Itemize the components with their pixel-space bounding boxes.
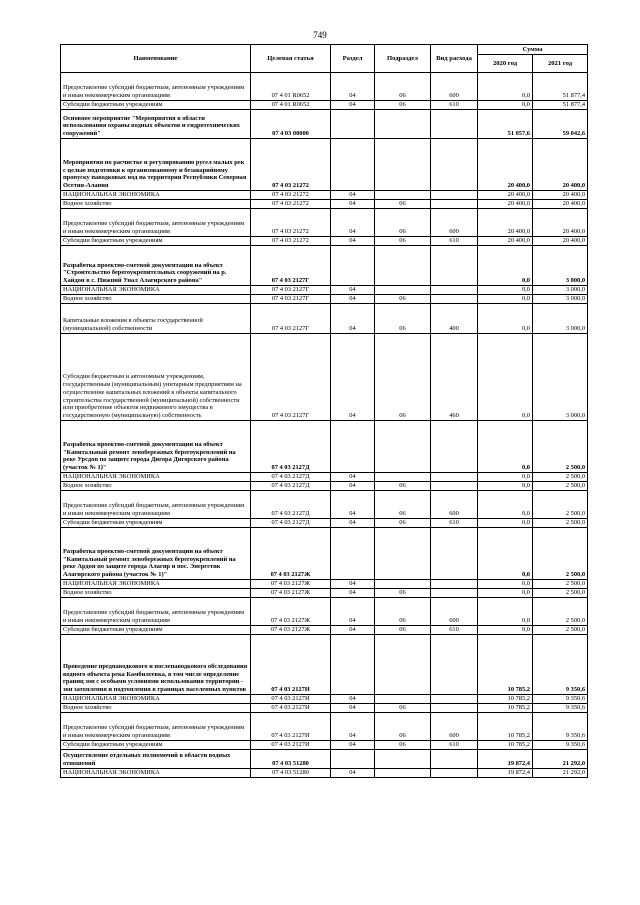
row-section-cell: 04 (331, 491, 375, 519)
table-row (61, 741, 588, 750)
row-section-cell: 04 (331, 73, 375, 101)
row-2020-value: 0,0 (478, 491, 533, 519)
row-section-cell (331, 635, 375, 695)
row-target-cell: 07 4 03 2127Г (251, 246, 331, 286)
row-subsection-cell: 06 (375, 491, 431, 519)
row-expense-type-cell: 600 (431, 73, 478, 101)
row-section-cell: 04 (331, 589, 375, 598)
row-expense-type-cell: 600 (431, 598, 478, 626)
row-section-cell (331, 246, 375, 286)
row-expense-type-cell (431, 295, 478, 304)
row-expense-type-cell: 600 (431, 491, 478, 519)
row-2020-value: 20 400,0 (478, 191, 533, 200)
row-subsection-cell (375, 580, 431, 589)
row-name-cell: Основное мероприятие "Мероприятия в области использования охраны водных объектов и гидротехнических сооружений" (61, 110, 251, 139)
table-row (61, 769, 588, 778)
row-section-cell: 04 (331, 237, 375, 246)
row-target-cell: 07 4 03 51280 (251, 750, 331, 769)
row-expense-type-cell (431, 286, 478, 295)
row-name-cell: Разработка проектно-сметной документации на объект "Строительство берегоукрепительных сооружений на р. Хайдон в с. Нижний Унал Алагирского района" (61, 246, 251, 286)
row-target-cell: 07 4 03 2127Д (251, 519, 331, 528)
row-expense-type-cell (431, 191, 478, 200)
row-expense-type-cell (431, 246, 478, 286)
row-name-cell: Предоставление субсидий бюджетным, автономным учреждениям и иным некоммерческим организациям (61, 491, 251, 519)
row-2020-value: 19 872,4 (478, 769, 533, 778)
row-2020-value: 19 872,4 (478, 750, 533, 769)
table-row (61, 528, 588, 580)
row-2021-value: 3 000,0 (533, 295, 588, 304)
row-2020-value: 0,0 (478, 589, 533, 598)
row-section-cell: 04 (331, 598, 375, 626)
row-subsection-cell (375, 421, 431, 473)
row-2021-value: 9 350,6 (533, 741, 588, 750)
row-name-cell: Капитальные вложения в объекты государственной (муниципальной) собственности (61, 304, 251, 334)
row-expense-type-cell (431, 635, 478, 695)
row-target-cell: 07 4 03 2127Г (251, 304, 331, 334)
row-2020-value: 0,0 (478, 482, 533, 491)
row-section-cell: 04 (331, 704, 375, 713)
table-row (61, 191, 588, 200)
row-section-cell: 04 (331, 304, 375, 334)
row-2020-value: 0,0 (478, 473, 533, 482)
row-section-cell: 04 (331, 626, 375, 635)
row-2021-value: 2 500,0 (533, 473, 588, 482)
row-target-cell: 07 4 03 00000 (251, 110, 331, 139)
row-name-cell: Водное хозяйство (61, 589, 251, 598)
row-expense-type-cell (431, 750, 478, 769)
row-name-cell: НАЦИОНАЛЬНАЯ ЭКОНОМИКА (61, 191, 251, 200)
row-2021-value: 2 500,0 (533, 519, 588, 528)
row-expense-type-cell: 600 (431, 209, 478, 237)
row-section-cell: 04 (331, 695, 375, 704)
row-target-cell: 07 4 01 R0652 (251, 101, 331, 110)
row-name-cell: Субсидии бюджетным учреждениям (61, 626, 251, 635)
row-name-cell: Разработка проектно-сметной документации на объект "Капитальный ремонт левобережных берегоукреплений на реке Ардон по защите города Алагир и пос. Энергетик Алагирского района (участок № 1)" (61, 528, 251, 580)
row-section-cell: 04 (331, 200, 375, 209)
row-name-cell: НАЦИОНАЛЬНАЯ ЭКОНОМИКА (61, 769, 251, 778)
row-2020-value: 20 400,0 (478, 200, 533, 209)
table-row (61, 209, 588, 237)
row-name-cell: Субсидии бюджетным учреждениям (61, 519, 251, 528)
table-row (61, 237, 588, 246)
row-2021-value: 2 500,0 (533, 421, 588, 473)
row-section-cell: 04 (331, 741, 375, 750)
table-row (61, 334, 588, 421)
row-section-cell: 04 (331, 769, 375, 778)
row-name-cell: Проведение предпаводкового и послепаводкового обследования водного объекта река Камбилеевка, в том числе определение границ зон с особыми условиями использования территории - зон затопления и подтопления в границах населенных пунктов (61, 635, 251, 695)
row-subsection-cell: 06 (375, 73, 431, 101)
table-row (61, 101, 588, 110)
row-section-cell: 04 (331, 713, 375, 741)
row-target-cell: 07 4 03 2127Г (251, 334, 331, 421)
row-name-cell: Водное хозяйство (61, 295, 251, 304)
header-2021: 2021 год (533, 55, 588, 73)
row-subsection-cell: 06 (375, 295, 431, 304)
row-subsection-cell: 06 (375, 519, 431, 528)
row-subsection-cell: 06 (375, 589, 431, 598)
row-target-cell: 07 4 03 21272 (251, 191, 331, 200)
row-section-cell (331, 110, 375, 139)
row-target-cell: 07 4 03 2127Ж (251, 580, 331, 589)
row-subsection-cell (375, 246, 431, 286)
row-2021-value: 2 500,0 (533, 626, 588, 635)
row-expense-type-cell (431, 769, 478, 778)
row-name-cell: Субсидии бюджетным учреждениям (61, 101, 251, 110)
row-section-cell: 04 (331, 519, 375, 528)
row-2020-value: 0,0 (478, 101, 533, 110)
row-subsection-cell: 06 (375, 334, 431, 421)
row-2021-value: 59 042,6 (533, 110, 588, 139)
row-2021-value: 20 400,0 (533, 191, 588, 200)
header-row (61, 45, 588, 55)
row-name-cell: Субсидии бюджетным учреждениям (61, 237, 251, 246)
row-name-cell: Водное хозяйство (61, 482, 251, 491)
row-2021-value: 2 500,0 (533, 589, 588, 598)
row-section-cell: 04 (331, 295, 375, 304)
row-subsection-cell: 06 (375, 304, 431, 334)
row-2020-value: 0,0 (478, 421, 533, 473)
row-name-cell: НАЦИОНАЛЬНАЯ ЭКОНОМИКА (61, 580, 251, 589)
row-target-cell: 07 4 03 2127И (251, 713, 331, 741)
table-row (61, 750, 588, 769)
row-target-cell: 07 4 03 2127И (251, 741, 331, 750)
table-row (61, 598, 588, 626)
header-sum: Сумма (478, 45, 588, 55)
row-2020-value: 0,0 (478, 528, 533, 580)
row-subsection-cell (375, 695, 431, 704)
row-expense-type-cell (431, 139, 478, 191)
row-expense-type-cell (431, 580, 478, 589)
row-expense-type-cell: 610 (431, 519, 478, 528)
row-section-cell: 04 (331, 209, 375, 237)
row-subsection-cell: 06 (375, 200, 431, 209)
row-expense-type-cell (431, 695, 478, 704)
row-expense-type-cell (431, 421, 478, 473)
row-expense-type-cell: 610 (431, 741, 478, 750)
row-target-cell: 07 4 03 21272 (251, 200, 331, 209)
row-2020-value: 20 400,0 (478, 209, 533, 237)
row-section-cell: 04 (331, 101, 375, 110)
table-row (61, 139, 588, 191)
row-2020-value: 10 785,2 (478, 704, 533, 713)
row-section-cell (331, 750, 375, 769)
row-subsection-cell: 06 (375, 741, 431, 750)
row-2021-value: 3 000,0 (533, 286, 588, 295)
row-2020-value: 10 785,2 (478, 695, 533, 704)
row-2020-value: 10 785,2 (478, 741, 533, 750)
row-expense-type-cell: 600 (431, 713, 478, 741)
row-subsection-cell: 06 (375, 482, 431, 491)
row-target-cell: 07 4 03 21272 (251, 209, 331, 237)
row-name-cell: Водное хозяйство (61, 200, 251, 209)
row-2021-value: 9 350,6 (533, 635, 588, 695)
row-expense-type-cell: 400 (431, 304, 478, 334)
row-2020-value: 0,0 (478, 286, 533, 295)
row-expense-type-cell: 610 (431, 237, 478, 246)
row-subsection-cell (375, 110, 431, 139)
row-section-cell: 04 (331, 334, 375, 421)
row-expense-type-cell: 610 (431, 626, 478, 635)
row-2020-value: 0,0 (478, 295, 533, 304)
table-row (61, 580, 588, 589)
row-2021-value: 3 000,0 (533, 246, 588, 286)
table-row (61, 482, 588, 491)
row-expense-type-cell: 460 (431, 334, 478, 421)
row-2021-value: 21 292,0 (533, 750, 588, 769)
row-subsection-cell: 06 (375, 713, 431, 741)
row-name-cell: Разработка проектно-сметной документации на объект "Капитальный ремонт левобережных берегоукреплений на реке Урсдон по защите города Дигора Дигорского района (участок № 1)" (61, 421, 251, 473)
row-target-cell: 07 4 03 51280 (251, 769, 331, 778)
table-row (61, 421, 588, 473)
row-2021-value: 3 000,0 (533, 304, 588, 334)
row-target-cell: 07 4 03 2127И (251, 635, 331, 695)
row-2020-value: 0,0 (478, 73, 533, 101)
row-subsection-cell: 06 (375, 209, 431, 237)
row-name-cell: Мероприятия по расчистке и регулированию русел малых рек с целью подготовки к организованному и безаварийному пропуску паводковых вод на территории Республики Северная Осетия-Алания (61, 139, 251, 191)
row-section-cell: 04 (331, 580, 375, 589)
page-number: 749 (313, 30, 327, 40)
row-target-cell: 07 4 03 2127Ж (251, 598, 331, 626)
row-target-cell: 07 4 03 2127И (251, 704, 331, 713)
row-target-cell: 07 4 03 21272 (251, 139, 331, 191)
row-subsection-cell: 06 (375, 598, 431, 626)
row-2021-value: 20 400,0 (533, 237, 588, 246)
row-subsection-cell (375, 286, 431, 295)
table-row (61, 110, 588, 139)
row-name-cell: Субсидии бюджетным учреждениям (61, 741, 251, 750)
row-subsection-cell (375, 769, 431, 778)
row-name-cell: Осуществление отдельных полномочий в области водных отношений (61, 750, 251, 769)
row-subsection-cell: 06 (375, 101, 431, 110)
row-target-cell: 07 4 03 2127Д (251, 491, 331, 519)
row-subsection-cell (375, 191, 431, 200)
row-section-cell (331, 421, 375, 473)
row-expense-type-cell (431, 110, 478, 139)
row-expense-type-cell (431, 473, 478, 482)
row-subsection-cell (375, 528, 431, 580)
row-section-cell: 04 (331, 482, 375, 491)
row-subsection-cell (375, 750, 431, 769)
row-subsection-cell (375, 635, 431, 695)
header-section: Раздел (331, 45, 375, 73)
row-target-cell: 07 4 01 R0652 (251, 73, 331, 101)
header-2020: 2020 год (478, 55, 533, 73)
row-2020-value: 0,0 (478, 334, 533, 421)
row-subsection-cell: 06 (375, 237, 431, 246)
table-row (61, 626, 588, 635)
row-target-cell: 07 4 03 2127И (251, 695, 331, 704)
row-2020-value: 10 785,2 (478, 635, 533, 695)
row-2021-value: 9 350,6 (533, 713, 588, 741)
row-name-cell: Субсидии бюджетным и автономным учреждениям, государственным (муниципальным) унитарным предприятиям на осуществление капитальных вложений в объекты капитального строительства государственной (муниципальной) собственности или приобретение объектов недвижимого имущества в государственную (муниципальную) собственность (61, 334, 251, 421)
table-row (61, 635, 588, 695)
row-2021-value: 2 500,0 (533, 598, 588, 626)
table-row (61, 589, 588, 598)
row-2021-value: 2 500,0 (533, 491, 588, 519)
row-name-cell: НАЦИОНАЛЬНАЯ ЭКОНОМИКА (61, 286, 251, 295)
row-name-cell: Предоставление субсидий бюджетным, автономным учреждениям и иным некоммерческим организациям (61, 713, 251, 741)
row-2020-value: 0,0 (478, 304, 533, 334)
row-2020-value: 0,0 (478, 580, 533, 589)
row-expense-type-cell (431, 704, 478, 713)
row-2021-value: 51 877,4 (533, 73, 588, 101)
row-target-cell: 07 4 03 2127Д (251, 482, 331, 491)
row-2021-value: 2 500,0 (533, 528, 588, 580)
budget-table (60, 44, 588, 778)
row-expense-type-cell: 610 (431, 101, 478, 110)
row-section-cell: 04 (331, 286, 375, 295)
table-row (61, 304, 588, 334)
row-expense-type-cell (431, 200, 478, 209)
table-row (61, 704, 588, 713)
row-section-cell: 04 (331, 473, 375, 482)
table-row (61, 286, 588, 295)
table-row (61, 73, 588, 101)
table-row (61, 713, 588, 741)
row-target-cell: 07 4 03 2127Д (251, 421, 331, 473)
row-target-cell: 07 4 03 21272 (251, 237, 331, 246)
row-2021-value: 9 350,6 (533, 695, 588, 704)
table-row (61, 695, 588, 704)
row-expense-type-cell (431, 528, 478, 580)
header-subsection: Подраздел (375, 45, 431, 73)
table-row (61, 246, 588, 286)
row-name-cell: Предоставление субсидий бюджетным, автономным учреждениям и иным некоммерческим организациям (61, 209, 251, 237)
row-2020-value: 20 400,0 (478, 237, 533, 246)
row-target-cell: 07 4 03 2127Ж (251, 528, 331, 580)
row-expense-type-cell (431, 589, 478, 598)
row-2020-value: 0,0 (478, 519, 533, 528)
row-section-cell (331, 528, 375, 580)
row-name-cell: Предоставление субсидий бюджетным, автономным учреждениям и иным некоммерческим организациям (61, 598, 251, 626)
row-2020-value: 0,0 (478, 598, 533, 626)
row-2020-value: 20 400,0 (478, 139, 533, 191)
row-target-cell: 07 4 03 2127Д (251, 473, 331, 482)
row-target-cell: 07 4 03 2127Ж (251, 626, 331, 635)
row-2020-value: 10 785,2 (478, 713, 533, 741)
row-section-cell (331, 139, 375, 191)
row-name-cell: НАЦИОНАЛЬНАЯ ЭКОНОМИКА (61, 695, 251, 704)
row-2021-value: 20 400,0 (533, 200, 588, 209)
table-row (61, 491, 588, 519)
row-name-cell: Предоставление субсидий бюджетным, автономным учреждениям и иным некоммерческим организациям (61, 73, 251, 101)
row-target-cell: 07 4 03 2127Г (251, 286, 331, 295)
header-target: Целевая статья (251, 45, 331, 73)
row-2021-value: 20 400,0 (533, 209, 588, 237)
row-2021-value: 2 500,0 (533, 580, 588, 589)
table-body (61, 73, 588, 778)
row-2020-value: 0,0 (478, 626, 533, 635)
row-2021-value: 21 292,0 (533, 769, 588, 778)
row-name-cell: Водное хозяйство (61, 704, 251, 713)
table-row (61, 519, 588, 528)
row-subsection-cell: 06 (375, 704, 431, 713)
header-expense-type: Вид расхода (431, 45, 478, 73)
row-subsection-cell: 06 (375, 626, 431, 635)
row-name-cell: НАЦИОНАЛЬНАЯ ЭКОНОМИКА (61, 473, 251, 482)
row-subsection-cell (375, 473, 431, 482)
row-expense-type-cell (431, 482, 478, 491)
row-2021-value: 20 400,0 (533, 139, 588, 191)
table-row (61, 200, 588, 209)
row-2020-value: 0,0 (478, 246, 533, 286)
row-section-cell: 04 (331, 191, 375, 200)
row-target-cell: 07 4 03 2127Г (251, 295, 331, 304)
table-row (61, 295, 588, 304)
table-row (61, 473, 588, 482)
row-2021-value: 9 350,6 (533, 704, 588, 713)
row-2021-value: 3 000,0 (533, 334, 588, 421)
row-2021-value: 2 500,0 (533, 482, 588, 491)
header-name: Наименование (61, 45, 251, 73)
row-target-cell: 07 4 03 2127Ж (251, 589, 331, 598)
row-2021-value: 51 877,4 (533, 101, 588, 110)
row-subsection-cell (375, 139, 431, 191)
row-2020-value: 51 057,6 (478, 110, 533, 139)
